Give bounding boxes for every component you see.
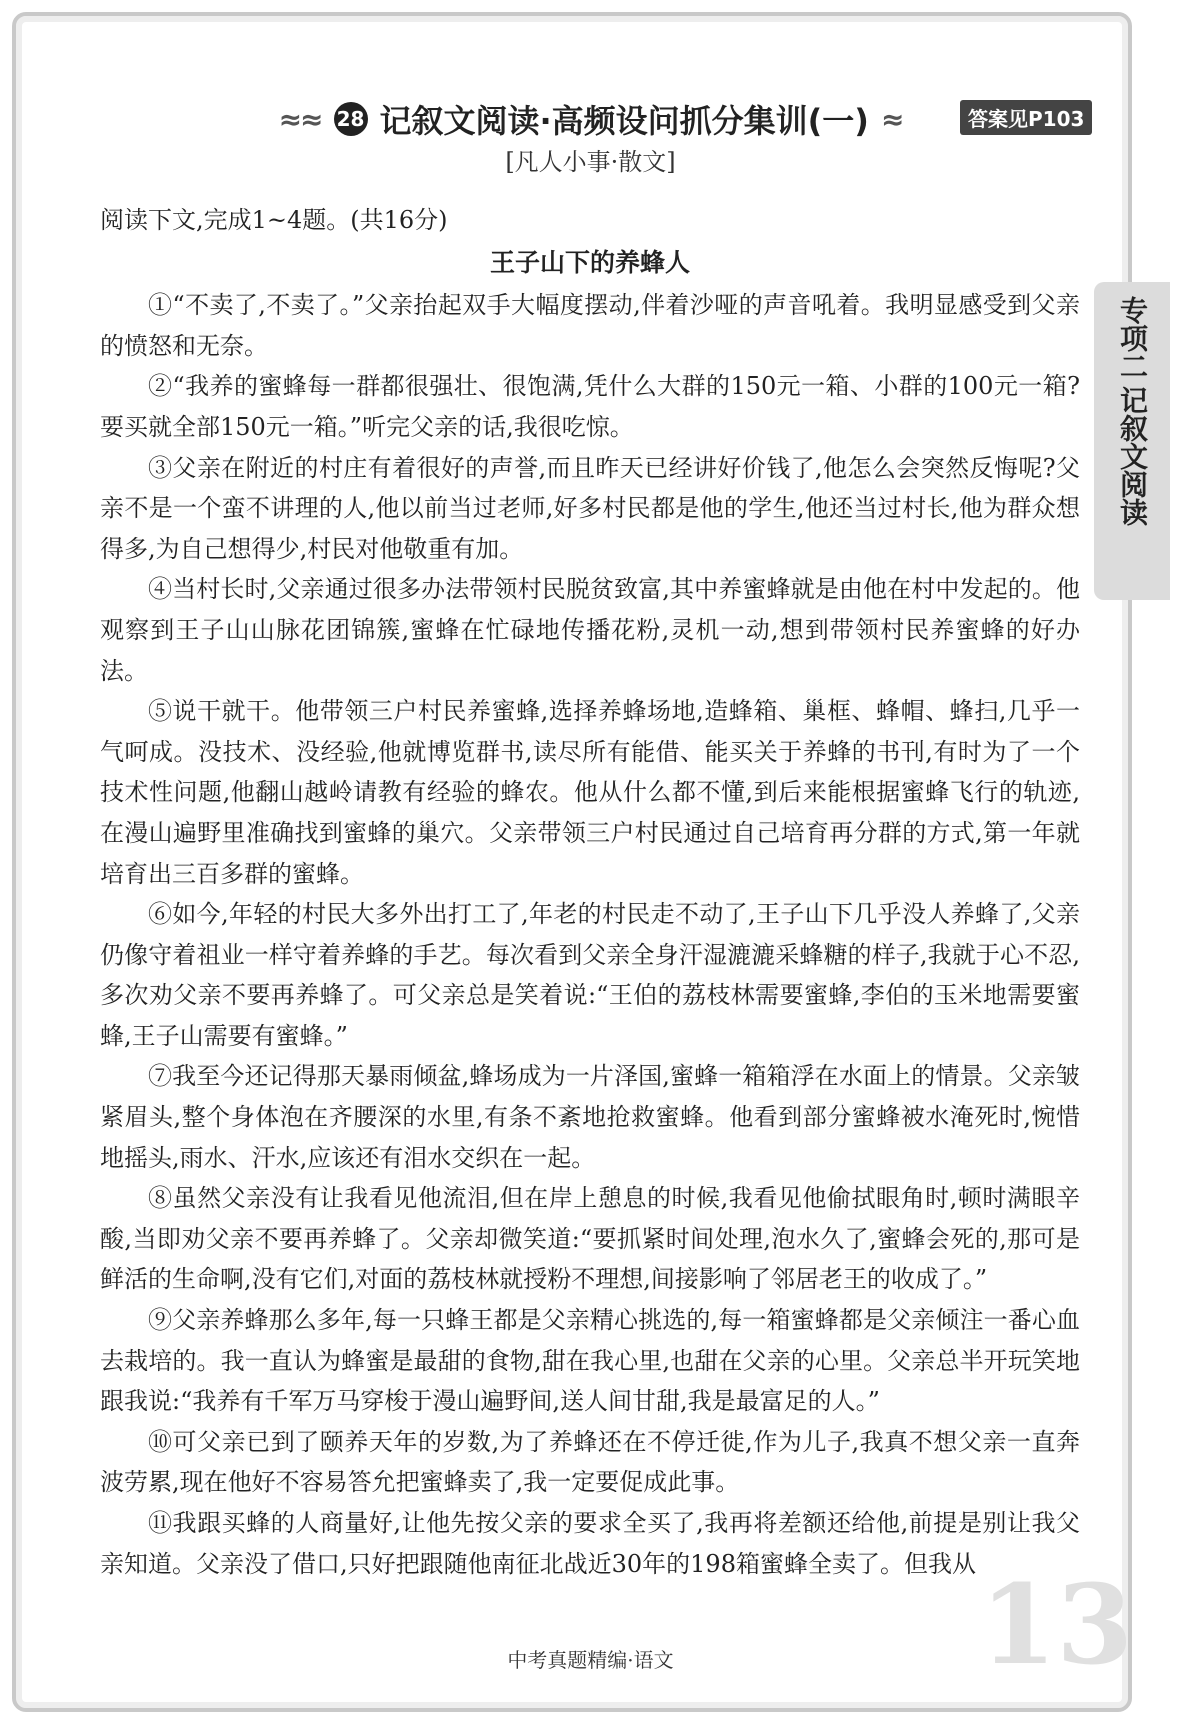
instructions: 阅读下文,完成1~4题。(共16分) bbox=[100, 206, 448, 234]
page-footer: 中考真题精编·语文 bbox=[507, 1648, 674, 1672]
paragraph-11: ⑪我跟买蜂的人商量好,让他先按父亲的要求全买了,我再将差额还给他,前提是别让我父亲知道。父亲没了借口,只好把跟随他南征北战近30年的198箱蜜蜂全卖了。但我从 bbox=[100, 1509, 1080, 1578]
passage-title: 王子山下的养蜂人 bbox=[489, 247, 690, 277]
wave-decoration-left: ≈≈ bbox=[278, 102, 322, 136]
paragraph-7: ⑦我至今还记得那天暴雨倾盆,蜂场成为一片泽国,蜜蜂一箱箱浮在水面上的情景。父亲皱紧眉头,整个身体泡在齐腰深的水里,有条不紊地抢救蜜蜂。他看到部分蜜蜂被水淹死时,惋惜地摇头,雨水、汗水,应该还有泪水交织在一起。 bbox=[100, 1062, 1080, 1172]
lesson-title bbox=[279, 96, 903, 142]
paragraph-8: ⑧虽然父亲没有让我看见他流泪,但在岸上憩息的时候,我看见他偷拭眼角时,顿时满眼辛酸,当即劝父亲不要再养蜂了。父亲却微笑道:“要抓紧时间处理,泡水久了,蜜蜂会死的,那可是鲜活的生命啊,没有它们,对面的荔枝林就授粉不理想,间接影响了邻居老王的收成了。” bbox=[100, 1184, 1080, 1294]
paragraph-1: ①“不卖了,不卖了。”父亲抬起双手大幅度摆动,伴着沙哑的声音吼着。我明显感受到父亲的愤怒和无奈。 bbox=[100, 291, 1080, 360]
passage-body bbox=[100, 200, 1080, 1584]
paragraph-4: ④当村长时,父亲通过很多办法带领村民脱贫致富,其中养蜜蜂就是由他在村中发起的。他观察到王子山山脉花团锦簇,蜜蜂在忙碌地传播花粉,灵机一动,想到带领村民养蜜蜂的好办法。 bbox=[100, 575, 1080, 685]
lesson-number-badge: 28 bbox=[334, 102, 368, 136]
lesson-title-text: 记叙文阅读·高频设问抓分集训(一) bbox=[379, 102, 869, 140]
paragraph-5: ⑤说干就干。他带领三户村民养蜜蜂,选择养蜂场地,造蜂箱、巢框、蜂帽、蜂扫,几乎一气呵成。没技术、没经验,他就博览群书,读尽所有能借、能买关于养蜂的书刊,有时为了一个技术性问题,他翻山越岭请教有经验的蜂农。他从什么都不懂,到后来能根据蜜蜂飞行的轨迹,在漫山遍野里准确找到蜜蜂的巢穴。父亲带领三户村民通过自己培育再分群的方式,第一年就培育出三百多群的蜜蜂。 bbox=[100, 697, 1080, 888]
paragraph-9: ⑨父亲养蜂那么多年,每一只蜂王都是父亲精心挑选的,每一箱蜜蜂都是父亲倾注一番心血去栽培的。我一直认为蜂蜜是最甜的食物,甜在我心里,也甜在父亲的心里。父亲总半开玩笑地跟我说:“我养有千军万马穿梭于漫山遍野间,送人间甘甜,我是最富足的人。” bbox=[100, 1306, 1080, 1416]
paragraph-6: ⑥如今,年轻的村民大多外出打工了,年老的村民走不动了,王子山下几乎没人养蜂了,父亲仍像守着祖业一样守着养蜂的手艺。每次看到父亲全身汗湿漉漉采蜂糖的样子,我就于心不忍,多次劝父亲不要再养蜂了。可父亲总是笑着说:“王伯的荔枝林需要蜜蜂,李伯的玉米地需要蜜蜂,王子山需要有蜜蜂。” bbox=[100, 900, 1080, 1050]
answer-reference-badge: 答案见P103 bbox=[960, 100, 1092, 135]
paragraph-3: ③父亲在附近的村庄有着很好的声誉,而且昨天已经讲好价钱了,他怎么会突然反悔呢?父亲不是一个蛮不讲理的人,他以前当过老师,好多村民都是他的学生,他还当过村长,他为群众想得多,为自己想得少,村民对他敬重有加。 bbox=[100, 453, 1080, 563]
section-side-tab bbox=[1094, 282, 1170, 600]
paragraph-2: ②“我养的蜜蜂每一群都很强壮、很饱满,凭什么大群的150元一箱、小群的100元一箱?要买就全部150元一箱。”听完父亲的话,我很吃惊。 bbox=[100, 372, 1080, 441]
side-tab-label-1: 专项二 bbox=[1116, 296, 1149, 380]
genre-subtitle: [凡人小事·散文] bbox=[505, 148, 676, 176]
paragraph-10: ⑩可父亲已到了颐养天年的岁数,为了养蜂还在不停迁徙,作为儿子,我真不想父亲一直奔波劳累,现在他好不容易答允把蜜蜂卖了,我一定要促成此事。 bbox=[100, 1427, 1080, 1497]
side-tab-label-2: 记叙文阅读 bbox=[1116, 386, 1149, 526]
wave-decoration-right: ≈ bbox=[880, 102, 903, 136]
page-number: 13 bbox=[980, 1560, 1134, 1689]
